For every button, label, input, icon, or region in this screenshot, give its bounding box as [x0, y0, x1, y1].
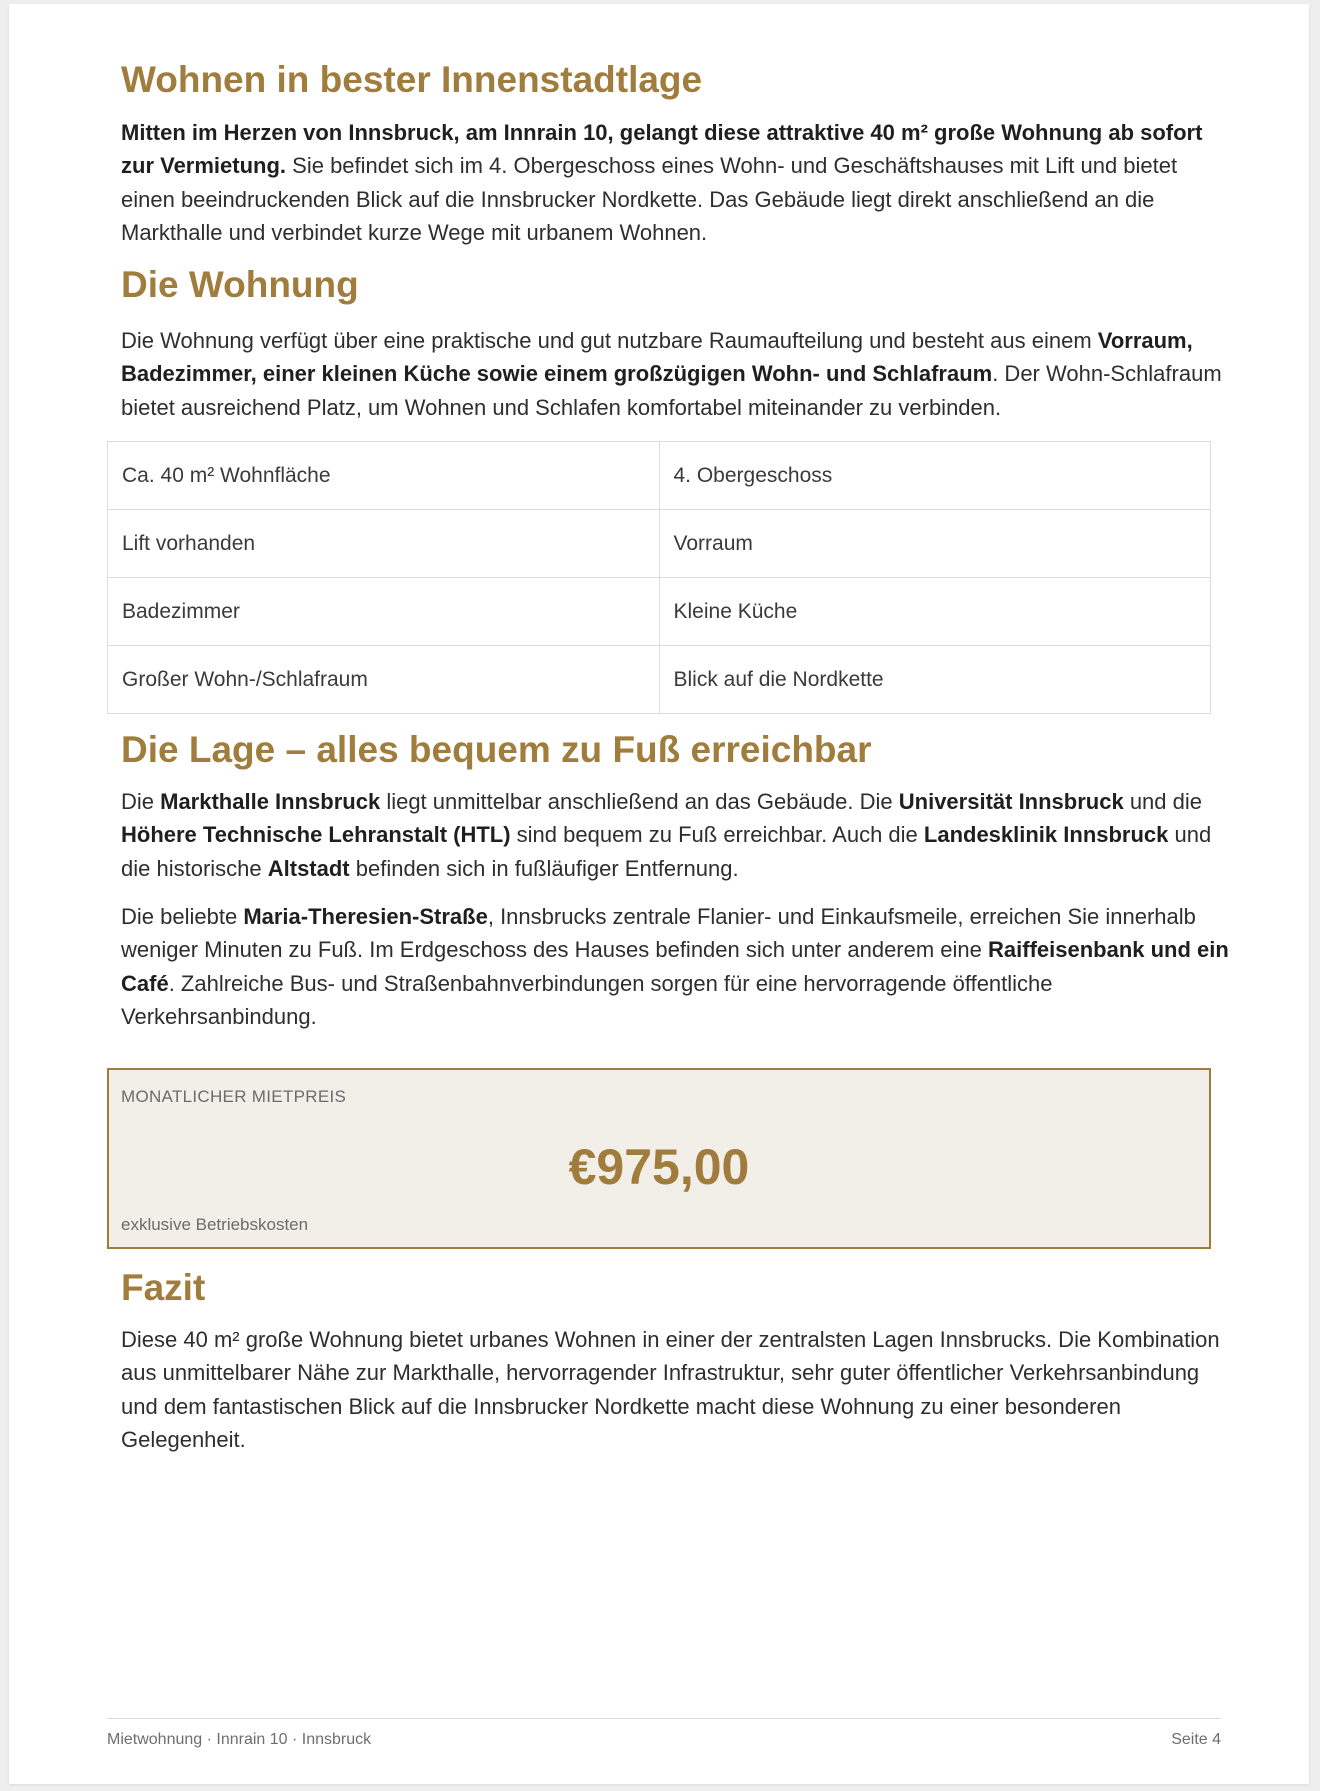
wohnung-bold-text: Vorraum, Badezimmer, einer kleinen Küche sowie einem großzügigen Wohn- und Schlafraum — [121, 328, 1193, 387]
table-cell: Badezimmer — [108, 578, 660, 646]
intro-text: Sie befindet sich im 4. Obergeschoss eines Wohn- und Geschäftshauses mit Lift und bietet einen beeindruckenden Blick auf die Innsbrucker Nordkette. Das Gebäude liegt direkt anschließend an die Markthalle und verbindet kurze Wege mit urbanem Wohnen. — [121, 153, 1178, 246]
table-cell: Großer Wohn-/Schlafraum — [108, 646, 660, 714]
page-number: Seite 4 — [1171, 1731, 1221, 1748]
table-row — [108, 510, 1211, 578]
footer-left-text: Mietwohnung · Innrain 10 · Innsbruck — [107, 1731, 372, 1748]
lage-bold-text: Markthalle Innsbruck — [160, 789, 381, 814]
price-box — [107, 1068, 1211, 1249]
price-value: €975,00 — [568, 1139, 750, 1195]
intro-paragraph — [121, 116, 1231, 250]
lage-text: und die — [1123, 789, 1202, 814]
table-cell: Blick auf die Nordkette — [659, 646, 1211, 714]
wohnung-text: Die Wohnung verfügt über eine praktische und gut nutzbare Raumaufteilung und besteht aus einem — [121, 328, 1098, 353]
lage-bold-text: Raiffeisenbank und ein Café — [121, 937, 1229, 996]
document-page — [9, 4, 1309, 1784]
table-cell: Kleine Küche — [659, 578, 1211, 646]
table-cell: Vorraum — [659, 510, 1211, 578]
lage-bold-text: Höhere Technische Lehranstalt (HTL) — [121, 822, 511, 848]
section-heading-wohnung: Die Wohnung — [121, 264, 359, 305]
intro-bold-text: Mitten im Herzen von Innsbruck, am Innrain 10, gelangt diese attraktive 40 m² große Wohnung ab sofort zur Vermietung. — [121, 120, 1203, 179]
page-footer — [107, 1718, 1221, 1749]
table-row — [108, 442, 1211, 510]
lage-text: und die historische — [121, 822, 1212, 881]
lage-bold-text: Maria-Theresien-Straße — [243, 904, 488, 929]
lage-bold-text: Altstadt — [267, 855, 350, 881]
lage-text: . Zahlreiche Bus- und Straßenbahnverbindungen sorgen für eine hervorragende öffentliche Verkehrsanbindung. — [121, 970, 1053, 1030]
lage-text: , Innsbrucks zentrale Flanier- und Einkaufsmeile, erreichen Sie innerhalb weniger Minuten zu Fuß. Im Erdgeschoss des Hauses befinden sich unter anderem eine — [121, 904, 1196, 963]
table-row — [108, 646, 1211, 714]
lage-text: sind bequem zu Fuß erreichbar. Auch die — [510, 822, 924, 848]
table-row — [108, 578, 1211, 646]
lage-paragraph-2 — [121, 900, 1231, 1034]
wohnung-text: . Der Wohn-Schlafraum bietet ausreichend Platz, um Wohnen und Schlafen komfortabel miteinander zu verbinden. — [121, 361, 1222, 420]
features-table — [107, 441, 1211, 714]
table-cell: Ca. 40 m² Wohnfläche — [108, 442, 660, 510]
table-cell: 4. Obergeschoss — [659, 442, 1211, 510]
lage-bold-text: Universität Innsbruck — [898, 789, 1124, 814]
lage-paragraph-1 — [121, 785, 1231, 885]
section-heading-fazit: Fazit — [121, 1267, 206, 1308]
table-cell: Lift vorhanden — [108, 510, 660, 578]
lage-bold-text: Landesklinik Innsbruck — [923, 822, 1169, 848]
lage-text: liegt unmittelbar anschließend an das Gebäude. Die — [380, 789, 899, 814]
price-note: exklusive Betriebskosten — [121, 1215, 309, 1234]
section-heading-innenstadtlage: Wohnen in bester Innenstadtlage — [121, 59, 703, 100]
lage-text: befinden sich in fußläufiger Entfernung. — [349, 855, 739, 881]
price-label: MONATLICHER MIETPREIS — [121, 1087, 347, 1106]
fazit-paragraph: Diese 40 m² große Wohnung bietet urbanes Wohnen in einer der zentralsten Lagen Innsbrucks. Die Kombination aus unmittelbarer Nähe zur Markthalle, hervorragender Infrastruktur, sehr guter öffentlicher Verkehrsanbindung und dem fantastischen Blick auf die Innsbrucker Nordkette macht diese Wohnung zu einer besonderen Gelegenheit. — [121, 1327, 1220, 1453]
lage-text: Die — [121, 789, 161, 814]
wohnung-paragraph — [121, 324, 1231, 424]
section-heading-lage: Die Lage – alles bequem zu Fuß erreichbar — [121, 729, 872, 770]
lage-text: Die beliebte — [121, 904, 244, 929]
